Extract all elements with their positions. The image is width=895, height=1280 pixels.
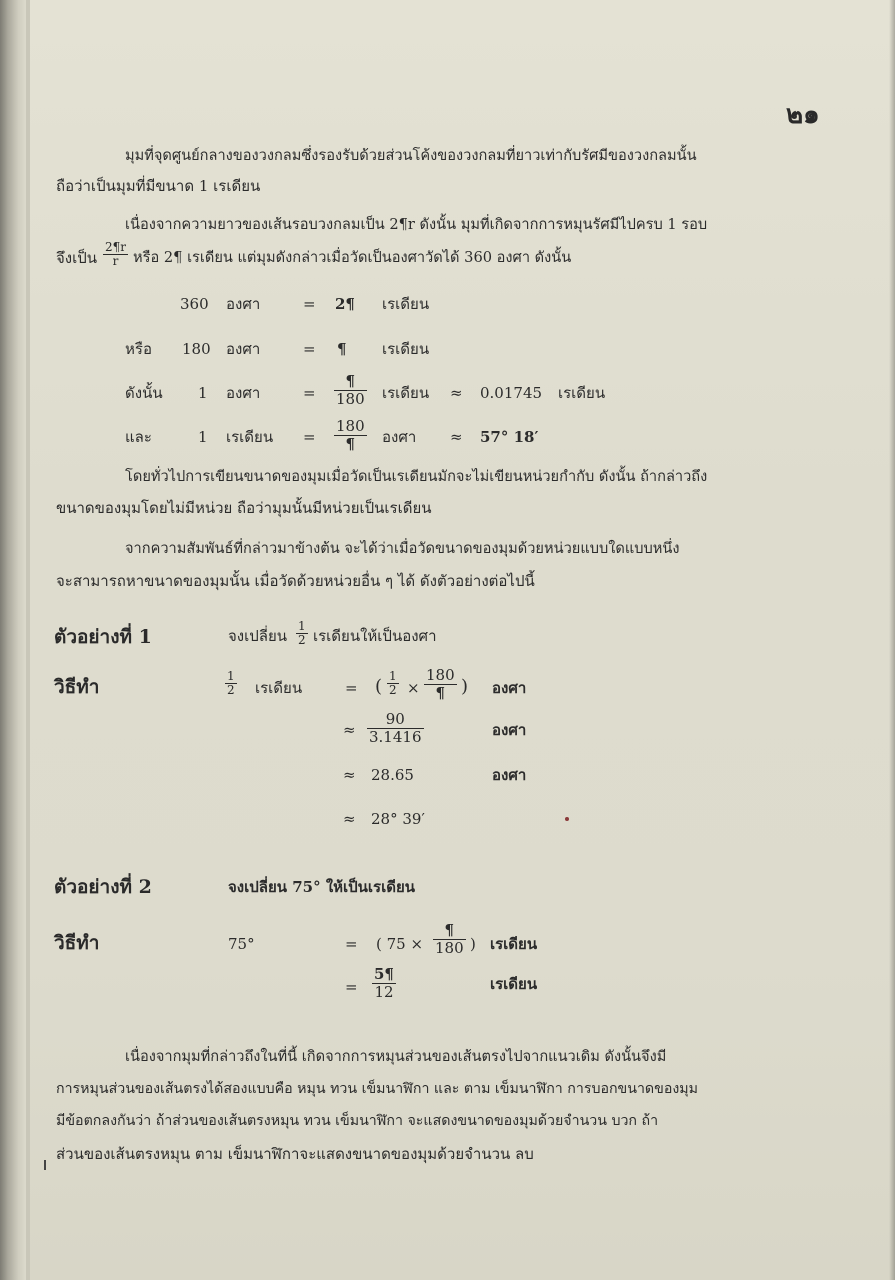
example2-task: จงเปลี่ยน 75° ให้เป็นเรเดียน [228,878,416,896]
example2-lhs: 75° [228,935,255,953]
example1-step1-fraction [424,667,457,701]
eq2-lhs-num: 180 [182,340,211,358]
eq4-lhs-num: 1 [198,428,208,446]
para2-line1: เนื่องจากความยาวของเส้นรอบวงกลมเป็น 2¶r ดังนั้น มุมที่เกิดจากการหมุนรัศมีไปครบ 1 รอบ [125,216,708,233]
example2-step1-fraction-den: 180 [435,938,464,957]
para3-line1: โดยทั่วไปการเขียนขนาดของมุมเมื่อวัดเป็นเรเดียนมักจะไม่เขียนหน่วยกำกับ ดังนั้น ถ้ากล่าวถึง [125,468,708,485]
eq2-lhs-unit: องศา [226,340,261,358]
example2-step2-den: 12 [372,983,396,1001]
eq2-rhs-unit: เรเดียน [382,340,430,358]
example1-task-fraction-den: 2 [298,633,306,648]
eq4-fraction-num: 180 [336,417,365,435]
example1-step4-val: 28° 39′ [371,810,425,828]
eq3-fraction [334,373,367,407]
example1-task-suffix: เรเดียนให้เป็นองศา [313,627,437,645]
eq1-rhs-unit: เรเดียน [382,295,430,313]
example1-label: ตัวอย่างที่ 1 [54,626,152,648]
eq2-op: = [303,340,316,358]
example2-step1-close: ) [470,935,476,953]
eq4-fraction-den: ¶ [334,435,367,453]
example1-step1-fraction-den: ¶ [424,684,457,702]
example2-method-label: วิธีทำ [54,932,100,954]
example2-step1-fraction [433,922,466,956]
para2-line2-rest: หรือ 2¶ เรเดียน แต่มุมดังกล่าวเมื่อวัดเป็นองศาวัดได้ 360 องศา ดังนั้น [133,249,572,266]
example2-step1-open: ( 75 × [376,935,424,953]
eq3-approx: ≈ [450,384,463,402]
page-binding-shadow [0,0,26,1280]
para2-line2-prefix: จึงเป็น [56,249,98,267]
example1-task-prefix: จงเปลี่ยน [228,627,287,645]
eq4-fraction [334,418,367,452]
example2-step2-num: 5¶ [374,965,394,983]
eq4-op: = [303,428,316,446]
eq4-approx: ≈ [450,428,463,446]
example2-step1-unit: เรเดียน [490,935,538,953]
eq1-op: = [303,295,316,313]
example2-step1-fraction-num: ¶ [444,921,455,939]
example2-label: ตัวอย่างที่ 2 [54,876,152,898]
example1-lhs-den: 2 [227,683,235,698]
example1-step1-op: = [345,679,358,697]
eq2-prefix: หรือ [125,340,152,358]
example1-step1-half-den: 2 [389,683,397,698]
example2-step2-unit: เรเดียน [490,975,538,993]
eq3-op: = [303,384,316,402]
eq3-lhs-num: 1 [198,384,208,402]
example1-step1-unit: องศา [492,679,527,697]
eq3-fraction-num: ¶ [345,372,356,390]
eq1-rhs: 2¶ [335,295,355,313]
example2-step2-fraction [372,966,396,1000]
example1-task-fraction [296,620,308,647]
example1-lhs-unit: เรเดียน [255,679,303,697]
page-number: ๒๑ [786,100,820,130]
eq3-approx-val: 0.01745 [480,384,543,402]
eq1-lhs-num: 360 [180,295,209,313]
page-edge [26,0,30,1280]
para2-fraction-num: 2¶r [105,240,127,254]
example2-step2-op: = [345,978,358,996]
eq3-fraction-den: 180 [336,389,365,408]
eq3-prefix: ดังนั้น [125,384,163,402]
eq1-lhs-unit: องศา [226,295,261,313]
para4-line2: จะสามารถหาขนาดของมุมนั้น เมื่อวัดด้วยหน่วยอื่น ๆ ได้ ดังตัวอย่างต่อไปนี้ [56,572,535,590]
example1-task-fraction-num: 1 [298,619,306,633]
ink-speck [565,817,569,821]
eq3-rhs-unit: เรเดียน [382,384,430,402]
eq3-lhs-unit: องศา [226,384,261,402]
eq4-lhs-unit: เรเดียน [226,428,274,446]
eq3-approx-unit: เรเดียน [558,384,606,402]
example1-lhs-fraction [225,670,237,697]
example1-step3-op: ≈ [343,766,356,784]
example1-step3-unit: องศา [492,766,527,784]
eq2-rhs: ¶ [337,340,347,358]
eq4-rhs-unit: องศา [382,428,417,446]
example1-step1-fraction-num: 180 [426,666,455,684]
example1-step4-op: ≈ [343,810,356,828]
example2-step1-op: = [345,935,358,953]
para1-line1: มุมที่จุดศูนย์กลางของวงกลมซึ่งรองรับด้วยส่วนโค้งของวงกลมที่ยาวเท่ากับรัศมีของวงกลมนั้น [125,147,697,164]
page-right-shadow [889,0,895,1280]
para2-fraction [103,241,128,268]
example1-step3-val: 28.65 [371,766,414,784]
para3-line2: ขนาดของมุมโดยไม่มีหน่วย ถือว่ามุมนั้นมีหน่วยเป็นเรเดียน [56,499,432,517]
example1-method-label: วิธีทำ [54,676,100,698]
example1-step2-op: ≈ [343,721,356,739]
eq4-prefix: และ [125,428,152,446]
eq4-approx-val: 57° 18′ [480,428,539,446]
para2-fraction-den: r [103,254,128,268]
para5-line1: เนื่องจากมุมที่กล่าวถึงในที่นี้ เกิดจากการหมุนส่วนของเส้นตรงไปจากแนวเดิม ดังนั้นจึงมี [125,1048,667,1065]
para5-line4: ส่วนของเส้นตรงหมุน ตาม เข็มนาฬิกาจะแสดงขนาดของมุมด้วยจำนวน ลบ [56,1145,534,1163]
example1-step1-times: × [407,679,420,697]
example1-step1-close: ) [461,676,469,697]
example1-lhs-num: 1 [227,669,235,683]
example1-step2-num: 90 [385,710,405,728]
example1-step2-den: 3.1416 [369,727,422,746]
para1-line2: ถือว่าเป็นมุมที่มีขนาด 1 เรเดียน [56,177,261,195]
para5-line3: มีข้อตกลงกันว่า ถ้าส่วนของเส้นตรงหมุน ทวน เข็มนาฬิกา จะแสดงขนาดของมุมด้วยจำนวน บวก ถ้า [56,1113,659,1129]
example1-step2-unit: องศา [492,721,527,739]
example1-step2-fraction [367,711,424,745]
example1-step1-half [387,670,399,697]
example1-step1-open: ( [375,676,383,697]
pencil-mark [44,1160,46,1170]
para5-line2: การหมุนส่วนของเส้นตรงได้สองแบบคือ หมุน ทวน เข็มนาฬิกา และ ตาม เข็มนาฬิกา การบอกขนาดของมุม [56,1081,698,1097]
para4-line1: จากความสัมพันธ์ที่กล่าวมาข้างต้น จะได้ว่าเมื่อวัดขนาดของมุมด้วยหน่วยแบบใดแบบหนึ่ง [125,540,680,557]
example1-step1-half-num: 1 [389,669,397,683]
